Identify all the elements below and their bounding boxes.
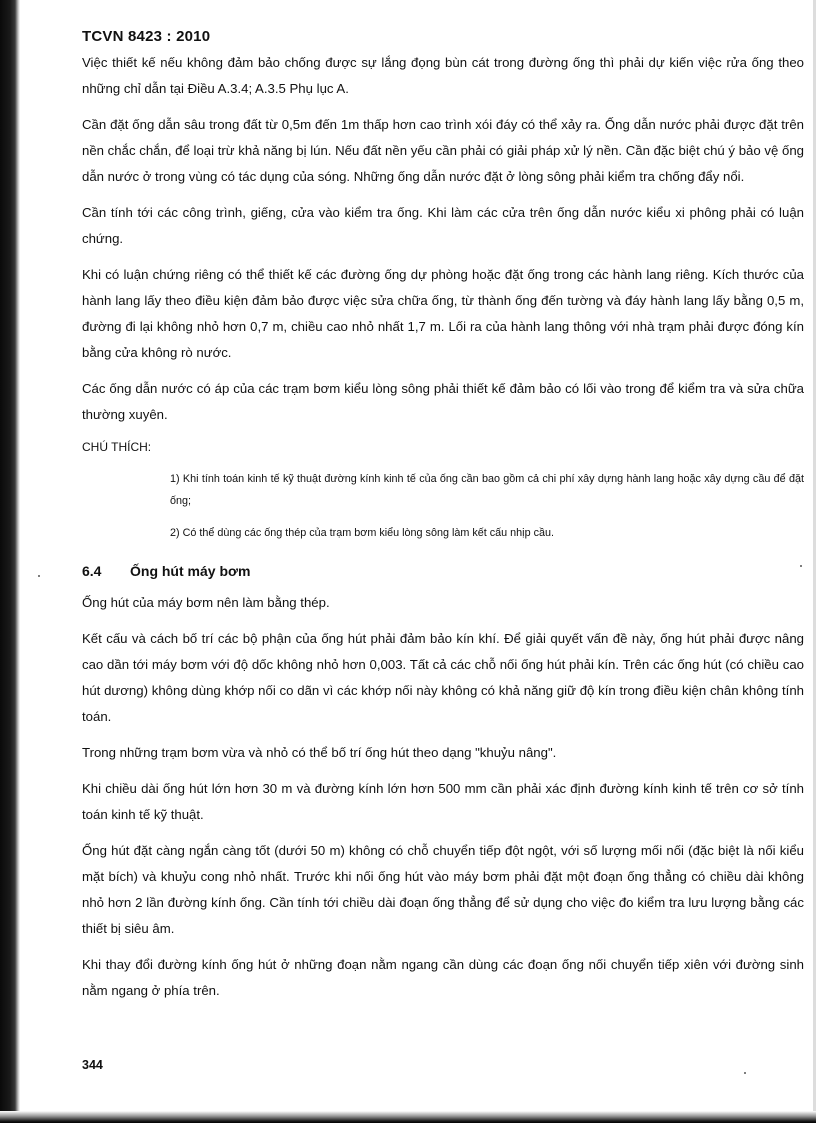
scan-left-edge bbox=[0, 0, 20, 1123]
body-paragraph: Ống hút đặt càng ngắn càng tốt (dưới 50 m) không có chỗ chuyển tiếp đột ngột, với số lượng mối nối (đặc biệt là nối kiểu mặt bích) và khuỷu cong nhỏ nhất. Trước khi nối ống hút vào máy bơm phải đặt một đoạn ống thẳng có chiều dài không nhỏ hơn 2 lần đường kính ống. Cần tính tới chiều dài đoạn ống thẳng để sử dụng cho việc đo kiểm tra lưu lượng bằng các thiết bị siêu âm. bbox=[82, 843, 804, 936]
body-paragraph: Các ống dẫn nước có áp của các trạm bơm kiểu lòng sông phải thiết kế đảm bảo có lối vào trong để kiểm tra và sửa chữa thường xuyên. bbox=[82, 381, 804, 422]
body-paragraph: Kết cấu và cách bố trí các bộ phận của ống hút phải đảm bảo kín khí. Để giải quyết vấn đề này, ống hút phải được nâng cao dần tới máy bơm với độ dốc không nhỏ hơn 0,003. Tất cả các chỗ nối ống hút phải kín. Trên các ống hút (có chiều cao hút dương) không dùng khớp nối co dãn vì các khớp nối này không có khả năng giữ độ kín trong điều kiện chân không tính toán. bbox=[82, 631, 804, 724]
body-paragraph: Ống hút của máy bơm nên làm bằng thép. bbox=[82, 595, 330, 610]
section-number: 6.4 bbox=[82, 563, 102, 579]
body-paragraph: Khi có luận chứng riêng có thể thiết kế các đường ống dự phòng hoặc đặt ống trong các hành lang riêng. Kích thước của hành lang lấy theo điều kiện đảm bảo được việc sửa chữa ống, từ thành ống đến tường và đáy hành lang lấy bằng 0,5 m, đường đi lại không nhỏ hơn 0,7 m, chiều cao nhỏ nhất 1,7 m. Lối ra của hành lang thông với nhà trạm phải được đóng kín bằng cửa không rò nước. bbox=[82, 267, 804, 360]
scan-speck bbox=[744, 1072, 746, 1074]
body-paragraph: Trong những trạm bơm vừa và nhỏ có thể bố trí ống hút theo dạng "khuỷu nâng". bbox=[82, 745, 557, 760]
section-heading bbox=[82, 560, 804, 582]
scan-bottom-edge bbox=[0, 1111, 816, 1123]
note-item: 2) Có thể dùng các ống thép của trạm bơm kiểu lòng sông làm kết cấu nhịp cầu. bbox=[170, 527, 554, 539]
note-item: 1) Khi tính toán kinh tế kỹ thuật đường kính kinh tế của ống cần bao gồm cả chi phí xây dựng hành lang hoặc xây dựng cầu để đặt ống; bbox=[170, 473, 804, 507]
document-page bbox=[82, 28, 804, 1014]
body-paragraph: Việc thiết kế nếu không đảm bảo chống được sự lắng đọng bùn cát trong đường ống thì phải dự kiến việc rửa ống theo những chỉ dẫn tại Điều A.3.4; A.3.5 Phụ lục A. bbox=[82, 55, 804, 96]
standard-header: TCVN 8423 : 2010 bbox=[82, 28, 211, 45]
scan-speck bbox=[38, 575, 40, 577]
body-paragraph: Cần đặt ống dẫn sâu trong đất từ 0,5m đến 1m thấp hơn cao trình xói đáy có thể xảy ra. Ống dẫn nước phải được đặt trên nền chắc chắn, để loại trừ khả năng bị lún. Nếu đất nền yếu cần phải có giải pháp xử lý nền. Cần đặc biệt chú ý bảo vệ ống dẫn nước ở trong vùng có tác dụng của sóng. Những ống dẫn nước đặt ở lòng sông phải kiểm tra chống đẩy nổi. bbox=[82, 117, 804, 184]
body-paragraph: Khi chiều dài ống hút lớn hơn 30 m và đường kính lớn hơn 500 mm cần phải xác định đường kính kinh tế trên cơ sở tính toán kinh tế kỹ thuật. bbox=[82, 781, 804, 822]
body-paragraph: Khi thay đổi đường kính ống hút ở những đoạn nằm ngang cần dùng các đoạn ống nối chuyển tiếp xiên với đường sinh nằm ngang ở phía trên. bbox=[82, 957, 804, 998]
page-number: 344 bbox=[82, 1058, 103, 1072]
body-paragraph: Cần tính tới các công trình, giếng, cửa vào kiểm tra ống. Khi làm các cửa trên ống dẫn nước kiểu xi phông phải có luận chứng. bbox=[82, 205, 804, 246]
note-label: CHÚ THÍCH: bbox=[82, 440, 152, 454]
section-title: Ống hút máy bơm bbox=[130, 563, 251, 579]
